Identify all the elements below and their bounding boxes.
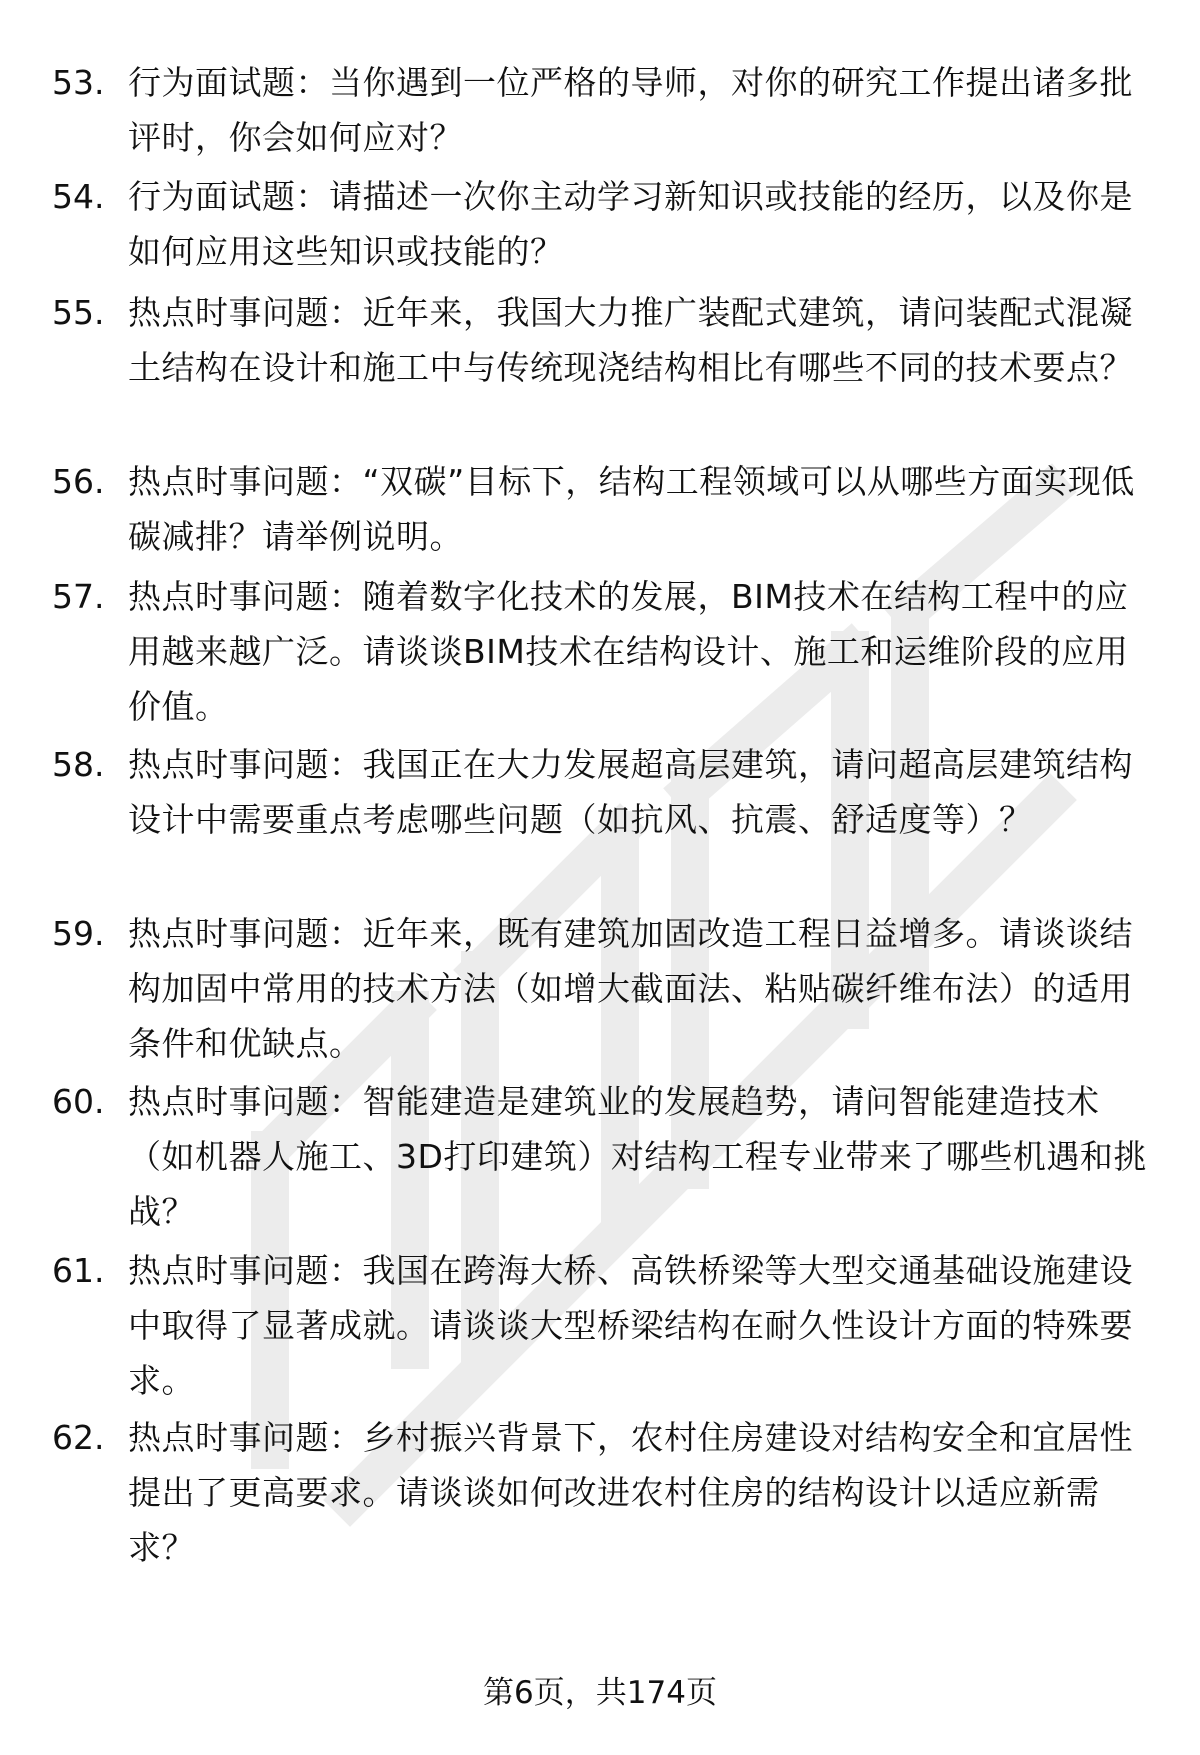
question-number: 62. bbox=[52, 1418, 105, 1457]
question-text: 热点时事问题：近年来，我国大力推广装配式建筑，请问装配式混凝土结构在设计和施工中与传统现浇结构相比有哪些不同的技术要点？ bbox=[128, 293, 1133, 387]
question-text: 热点时事问题：近年来，既有建筑加固改造工程日益增多。请谈谈结构加固中常用的技术方法（如增大截面法、粘贴碳纤维布法）的适用条件和优缺点。 bbox=[128, 914, 1133, 1063]
question-number: 59. bbox=[52, 914, 105, 953]
question-number: 58. bbox=[52, 745, 105, 784]
question-text: 热点时事问题：随着数字化技术的发展，BIM技术在结构工程中的应用越来越广泛。请谈谈BIM技术在结构设计、施工和运维阶段的应用价值。 bbox=[128, 577, 1129, 726]
question-text: 行为面试题：当你遇到一位严格的导师，对你的研究工作提出诸多批评时，你会如何应对？ bbox=[128, 63, 1133, 157]
question-text: 行为面试题：请描述一次你主动学习新知识或技能的经历，以及你是如何应用这些知识或技能的？ bbox=[128, 177, 1133, 271]
page-footer: 第6页，共174页 bbox=[483, 1675, 717, 1711]
question-number: 57. bbox=[52, 577, 105, 616]
question-text: 热点时事问题：智能建造是建筑业的发展趋势，请问智能建造技术（如机器人施工、3D打印建筑）对结构工程专业带来了哪些机遇和挑战？ bbox=[128, 1082, 1147, 1231]
question-number: 55. bbox=[52, 293, 105, 332]
question-text: 热点时事问题：乡村振兴背景下，农村住房建设对结构安全和宜居性提出了更高要求。请谈谈如何改进农村住房的结构设计以适应新需求？ bbox=[128, 1418, 1133, 1567]
question-text: 热点时事问题：我国正在大力发展超高层建筑，请问超高层建筑结构设计中需要重点考虑哪些问题（如抗风、抗震、舒适度等）？ bbox=[128, 745, 1133, 839]
question-number: 56. bbox=[52, 462, 105, 501]
question-text: 热点时事问题：我国在跨海大桥、高铁桥梁等大型交通基础设施建设中取得了显著成就。请谈谈大型桥梁结构在耐久性设计方面的特殊要求。 bbox=[128, 1251, 1133, 1400]
question-number: 53. bbox=[52, 63, 105, 102]
question-number: 54. bbox=[52, 177, 105, 216]
question-number: 61. bbox=[52, 1251, 105, 1290]
question-text: 热点时事问题：“双碳”目标下，结构工程领域可以从哪些方面实现低碳减排？请举例说明。 bbox=[128, 462, 1135, 556]
question-number: 60. bbox=[52, 1082, 105, 1121]
